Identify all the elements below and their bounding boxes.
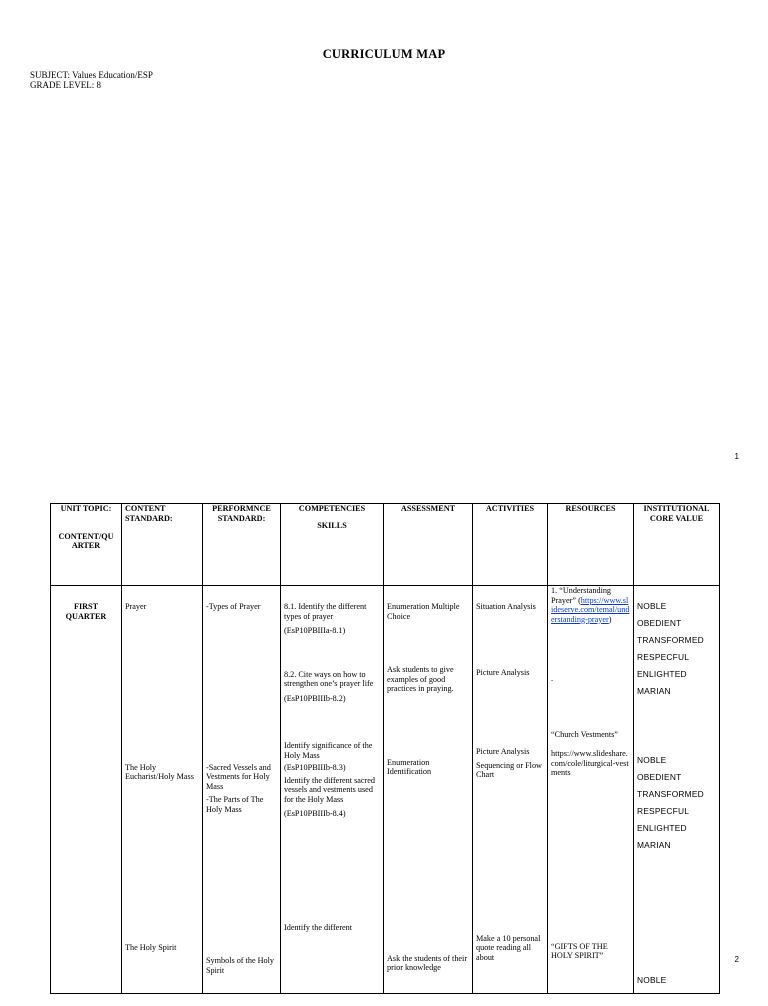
core-value-item: MARIAN (637, 686, 671, 696)
subject-line: SUBJECT: Values Education/ESP (30, 70, 153, 80)
resource-vestments-url: https://www.slideshare.com/cole/liturgical-vestments (551, 749, 629, 777)
header-competencies-label: COMPETENCIES (298, 504, 366, 513)
competency-holy-spirit: Identify the different (284, 922, 353, 932)
competency-8-3: Identify significance of the Holy Mass (284, 741, 373, 760)
core-value-item: TRANSFORMED (637, 635, 704, 645)
header-activities: ACTIVITIES (473, 504, 548, 586)
performance-standard-cell (203, 586, 281, 994)
activity-personal-quote: Make a 10 personal quote reading all about (476, 933, 541, 962)
quarter-cell (51, 586, 122, 994)
core-value-item: NOBLE (637, 755, 667, 765)
content-holy-spirit: The Holy Spirit (125, 942, 177, 952)
page-number: 1 (734, 452, 739, 461)
assessment-prayer-examples: Ask students to give examples of good practices in praying. (387, 665, 454, 693)
assessment-prior-knowledge: Ask the students of their prior knowledge (387, 953, 468, 972)
assessment-cell (384, 586, 473, 994)
content-standard-cell (122, 586, 203, 994)
core-value-item: TRANSFORMED (637, 789, 704, 799)
competency-8-4-code: (EsP10PBIIIb-8.4) (284, 809, 346, 818)
core-value-item: ENLIGHTED (637, 669, 687, 679)
assessment-enumeration-identification: Enumeration Identification (387, 757, 432, 776)
competency-8-4: Identify the different sacred vessels and vestments used for the Holy Mass (284, 775, 376, 804)
performance-parts-of-mass: -The Parts of The Holy Mass (206, 795, 264, 814)
core-value-cell (634, 586, 720, 994)
header-competencies (281, 504, 384, 586)
core-value-item: NOBLE (637, 975, 667, 985)
resource-dot: . (551, 674, 554, 683)
activity-picture-analysis: Picture Analysis (476, 667, 530, 677)
core-value-item: MARIAN (637, 840, 671, 850)
page-number: 2 (734, 955, 739, 964)
content-holy-mass: The Holy Eucharist/Holy Mass (125, 762, 194, 781)
resource-gifts-holy-spirit: “GIFTS OF THE HOLY SPIRIT” (551, 941, 608, 960)
header-core-value: INSTITUTIONAL CORE VALUE (634, 504, 720, 586)
core-value-item: NOBLE (637, 601, 667, 611)
resource-title: 1. “Understanding Prayer” (551, 586, 612, 605)
table-row (51, 586, 720, 994)
activity-situation-analysis: Situation Analysis (476, 602, 536, 611)
core-value-item: OBEDIENT (637, 772, 682, 782)
competency-8-2: 8.2. Cite ways on how to strengthen one’s prayer life (284, 669, 374, 688)
grade-line: GRADE LEVEL: 8 (30, 80, 101, 90)
resources-cell (548, 586, 634, 994)
resource-paren-open: ( (578, 595, 581, 605)
table-header-row (51, 504, 720, 586)
core-value-item: RESPECFUL (637, 652, 690, 662)
curriculum-table (50, 503, 720, 994)
document-title: CURRICULUM MAP (322, 47, 446, 61)
header-skills-label: SKILLS (317, 520, 347, 530)
performance-types-of-prayer: -Types of Prayer (206, 602, 261, 611)
competency-8-3-code: (EsP10PBIIIb-8.3) (284, 763, 346, 772)
resource-understanding-prayer (551, 586, 630, 624)
assessment-enumeration-mc: Enumeration Multiple Choice (387, 602, 460, 621)
core-value-item: RESPECFUL (637, 806, 690, 816)
quarter-label: FIRST QUARTER (65, 602, 107, 621)
activity-sequencing: Sequencing or Flow Chart (476, 760, 542, 779)
header-unit-topic-label: UNIT TOPIC: (60, 504, 112, 513)
header-performance-standard: PERFORMNCE STANDARD: (203, 504, 281, 586)
activities-cell (473, 586, 548, 994)
content-prayer: Prayer (125, 602, 147, 611)
core-value-item: OBEDIENT (637, 618, 682, 628)
competencies-cell (281, 586, 384, 994)
page-1 (0, 0, 768, 470)
header-unit-topic (51, 504, 122, 586)
activity-picture-analysis-2: Picture Analysis (476, 747, 530, 756)
header-resources: RESOURCES (548, 504, 634, 586)
page-2 (0, 470, 768, 1006)
header-content-standard: CONTENT STANDARD: (122, 504, 203, 586)
competency-8-1-code: (EsP10PBIIIa-8.1) (284, 626, 346, 635)
competency-8-2-code: (EsP10PBIIIb-8.2) (284, 693, 346, 703)
competency-8-1: 8.1. Identify the different types of prayer (284, 602, 367, 621)
header-content-quarter-label: CONTENT/QU ARTER (58, 531, 114, 550)
resource-church-vestments: “Church Vestments” (551, 729, 618, 739)
core-value-item: ENLIGHTED (637, 823, 687, 833)
performance-sacred-vessels: -Sacred Vessels and Vestments for Holy Mass (206, 762, 271, 791)
performance-symbols-holy-spirit: Symbols of the Holy Spirit (206, 956, 275, 975)
header-assessment: ASSESSMENT (384, 504, 473, 586)
resource-link[interactable]: https://www.slideserve.com/temal/understanding-prayer (551, 595, 630, 624)
resource-paren-close: ) (608, 614, 612, 624)
